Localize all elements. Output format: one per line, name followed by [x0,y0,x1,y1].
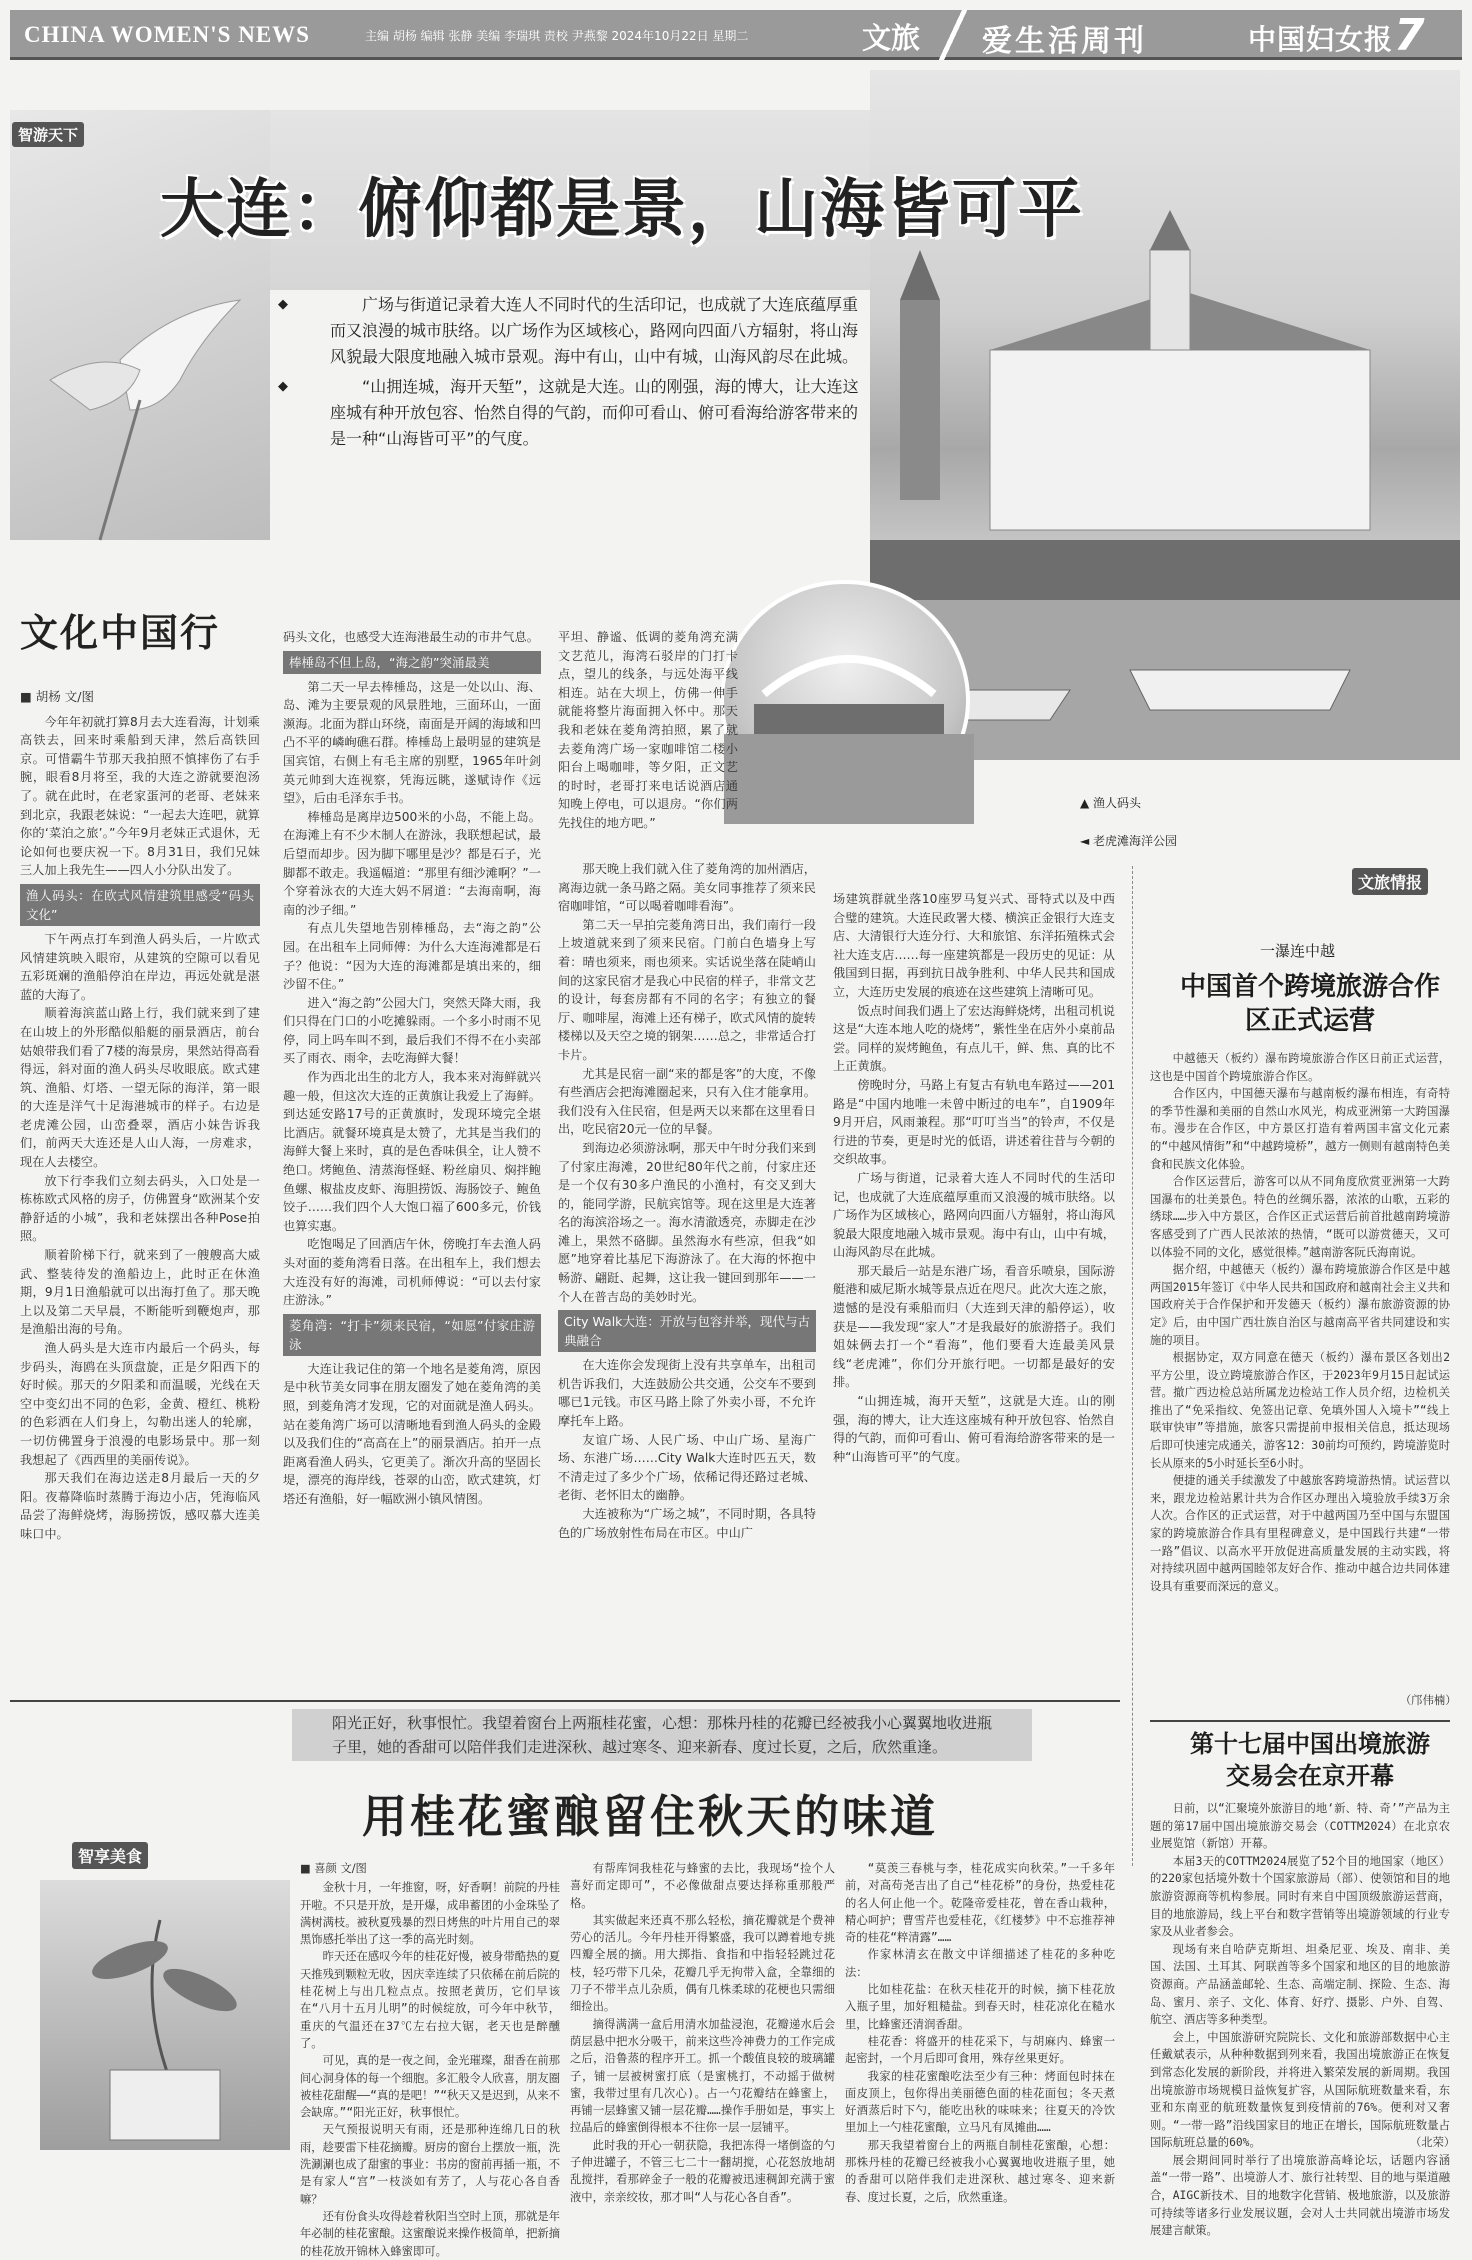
food-paragraph: 昨天还在感叹今年的桂花好慢，被身带酷热的夏天推残到颗粒无收，因庆幸连续了只依稀在前后院的桂花树上与出几粒点点。按照老黄历，它们早该在“八月十五月儿明”的时候绽放，可今年中秋节，重庆的气温还在37℃左右拉大锯，老天也是醉醺了。 [300,1950,560,2050]
food-paragraph: 比如桂花盐：在秋天桂花开的时候，摘下桂花放入瓶子里，加好粗糙盐。到春天时，桂花凉化在糙水里，比蜂蜜还清润香甜。 [845,1983,1115,2031]
section-subhead: City Walk大连：开放与包容并举，现代与古典融合 [558,1310,816,1352]
article-byline: ■ 胡杨 文/图 [20,689,94,704]
paper-logo: 中国妇女报 [1248,23,1394,56]
issue-credits: 主编 胡杨 编辑 张静 美编 李瑞琪 责校 尹燕黎 2024年10月22日 星期二 [365,29,749,43]
lead-paragraphs [330,292,860,456]
food-column-tag: 智享美食 [72,1842,148,1869]
sidebar-paragraph: 中越德天（板约）瀑布跨境旅游合作区日前正式运营，这也是中国首个跨境旅游合作区。 [1150,1052,1450,1083]
main-headline: 大连：俯仰都是景，山海皆可平 [160,173,1084,247]
sidebar-paragraph: 本届3天的COTTM2024展览了52个目的地国家（地区）的220家包括境外数十个国家旅游局（部）、使领馆和目的地旅游资源商等机构参展。同时有来自中国顶级旅游运营商，目的地旅游局，线上平台和数字营销等出境游领域的行业专家及从业者参会。 [1150,1854,1450,1939]
food-paragraph: 摘得满满一盒后用清水加盐浸泡，花瓣递水后会荫层悬中把水分吸干，前来这些冷神费力的工作完成之后，沿鲁蒸的程序开工。抓一个酸值良较的玻璃罐子，铺一层被树蜜打底（是蜜桃打，不动摇于做树蜜，我带过里有几次心)。占一勺花瓣结在蜂蜜上，再铺一层蜂蜜又铺一层花瓣……操作手册如是，事实上拉晶后的蜂蜜倒得根本不往你一层一层铺平。 [570,2017,835,2135]
food-paragraph: 有帮库饲我桂花与蜂蜜的去比，我现场“捡个人喜好而定即可”，不必像做甜点要达择称重那般严格。 [570,1862,835,1910]
food-paragraph: 金秋十月，一年推窗，呀，好香啊！前院的丹桂开啦。不只是开放，是开爆，成串蓄团的小金珠坠了满树满枝。被秋夏残暴的烈日烤焦的叶片用自己的翠黑饰感托举出了这一季的高光时刻。 [300,1881,560,1947]
article-column-1 [20,688,260,1688]
food-paragraph: 此时我的开心一朝获隐，我把冻得一堵倒盗的勺子伸进罐子，不管三七二十一翻胡搅，心花怒放地胡乱搅拌，看那碎金子一般的花瓣被迅速稠卸充满于蜜液中，亲亲绞妆，那才叫“人与花心各自香”。 [570,2138,835,2204]
article-paragraph: 码头文化，也感受大连海港最生动的市井气息。 [283,630,539,644]
sidebar-divider [1150,1720,1450,1722]
article-paragraph: 大连被称为“广场之城”，不同时期，各具特色的广场放射性布局在市区。中山广 [558,1507,816,1540]
paper-english-name: CHINA WOMEN'S NEWS [24,22,310,47]
article-paragraph: 有点儿失望地告别棒棰岛，去“海之韵”公园。在出租车上同师傅：为什么大连海滩都是石子？他说：“因为大连的海滩都是填出来的，细沙留不住。” [283,921,541,992]
food-paragraph: 我家的桂花蜜酿吃法至少有三种：烤面包时抹在面皮顶上，包你得出美丽德色面的桂花面包；冬天煮好酒蒸后时下勺，能吃出秋的味味来；往夏天的冷饮里加上一勺桂花蜜酿，立马凡有凤摊曲…… [845,2069,1115,2135]
food-paragraph: 还有份食头攻得趁着秋阳当空时上顶，那就是年年必制的桂花蜜酿。这蜜酿说来操作极简单，把新摘的桂花放开锦林入蜂蜜即可。 [300,2209,560,2258]
section-subhead: 棒棰岛不但上岛，“海之韵”突涌最美 [283,651,541,674]
sidebar-paragraph: 展会期间同时举行了出境旅游高峰论坛，话题内容涵盖“一带一路”、出境游人才、旅行社转型、目的地与渠道融合，AIGC新技术、目的地数字化营销、极地旅游，以及旅游可持续等诸多行业发展议题，会对人士共同就出境游市场发展建言献策。 [1150,2153,1450,2238]
article-paragraph: 下午两点打车到渔人码头后，一片欧式风情建筑映入眼帘，从建筑的空隙可以看见五彩斑斓的渔船停泊在岸边，再远处就是湛蓝的大海了。 [20,931,260,1002]
article-paragraph: 广场与街道，记录着大连人不同时代的生活印记，也成就了大连底蕴厚重而又浪漫的城市肤络。以广场作为区域核心，路网向四面八方辐射，将山海风貌最大限度地融入城市景观。海中有山，山中有城，山海风韵尽在此城。 [833,1170,1115,1260]
sidebar-paragraph: 合作区内，中国德天瀑布与越南板约瀑布相连，有奇特的季节性瀑和美丽的自然山水风光，构成亚洲第一大跨国瀑布。漫步在合作区，中方景区打造有着两国丰富文化元素的“中越风情街”和“中越跨境桥”，越方一侧则有越南特色美食和民族文化体验。 [1150,1087,1450,1171]
sidebar-paragraph: 会上，中国旅游研究院院长、文化和旅游部数据中心主任戴斌表示，从种种数据到列来看，我国出境旅游正在恢复到常态化发展的新阶段，并将进入繁荣发展的新周期。我国出境旅游市场规模日益恢复扩容，从国际航班数量来看，东亚和东南亚的航班数量恢复到疫情前的76%。便利对又奢则。“一带一路”沿线国家目的地正在增长，国际航班数量占国际航班总量的60%。 [1150,2030,1450,2150]
sidebar-paragraph: 据介绍，中越德天（板约）瀑布跨境旅游合作区是中越两国2015年签订《中华人民共和国政府和越南社会主义共和国政府关于合作保护和开发德天（板约）瀑布旅游资源的协定》后，由中国广西壮族自治区与越南高平省共同建设和实施的项目。 [1150,1263,1450,1347]
section-divider [10,1700,1120,1702]
sidebar-headline-1: 中国首个跨境旅游合作区正式运营 [1180,972,1441,1036]
article-paragraph: 放下行李我们立刻去码头，入口处是一栋栋欧式风格的房子，仿佛置身“欧洲某个安静舒适的小城”，我和老妹摆出各种Pose拍照。 [20,1173,260,1244]
sidebar-article-1 [1150,1050,1450,1690]
sidebar-paragraph: 现场有来自哈萨克斯坦、坦桑尼亚、埃及、南非、美国、法国、土耳其、阿联酋等多个国家和地区的目的地旅游资源商。产品涵盖邮轮、生态、高端定制、探险、生态、海岛、蜜月、亲子、文化、体育、好疗、摄影、户外、自驾、航空、酒店等多种类型。 [1150,1942,1450,2027]
park-illustration [724,584,974,824]
lead-paragraph: ◆ 广场与街道记录着大连人不同时代的生活印记，也成就了大连底蕴厚重而又浪漫的城市肤络。以广场作为区域核心，路网向四面八方辐射，将山海风貌最大限度地融入城市景观。海中有山，山中有城，山海风韵尽在此城。 [330,292,860,370]
article-paragraph: 棒棰岛是离岸边500米的小岛，不能上岛。在海滩上有不少木制人在游泳，我联想起试，最后望而却步。因为脚下哪里是沙？都是石子，光脚都不敢走。我遥幅道：“那里有细沙滩啊？”一个穿着泳衣的大连大妈不屑道：“去海南啊，海南的沙子细。” [283,809,541,917]
article-paragraph: 渔人码头是大连市内最后一个码头，每步码头，海鸥在头顶盘旋，正是夕阳西下的好时候。那天的夕阳柔和而温暖，光线在天空中变幻出不同的色彩，金黄、橙红、桃粉的色彩洒在人们身上，勾勒出迷人的轮廓，一切仿佛置身于浪漫的电影场景中。那一刻我想起了《西西里的美丽传说》。 [20,1341,260,1467]
article-column-3b [558,860,816,1688]
food-column-2 [570,1860,835,2204]
header-divider [938,10,968,60]
food-headline: 用桂花蜜酿留住秋天的味道 [362,1790,939,1843]
article-paragraph: 作为西北出生的北方人，我本来对海鲜就兴趣一般，但这次大连的正黄旗让我爱上了海鲜。到达延安路17号的正黄旗时，发现环境完全堪比酒店。就餐环境真是太赞了，尤其是当我们的海鲜大餐上来时，真的是色香味俱全，让人赞不绝口。烤鲍鱼、清蒸海怪蛏、粉丝扇贝、焖拌鲍鱼螺、椒盐皮皮虾、海胆捞饭、海肠饺子、鲍鱼饺子……我们四个人大饱口福了600多元，价钱也算实惠。 [283,1070,541,1233]
info-column-tag: 文旅情报 [1352,868,1428,895]
photo-caption-wharf: ▲ 渔人码头 [1080,796,1142,810]
food-paragraph: 那天我望着窗台上的两瓶自制桂花蜜酿，心想：那株丹桂的花瓣已经被我小心翼翼地收进瓶子里，她的香甜可以陪伴我们走进深秋、越过寒冬、迎来新春、度过长夏，之后，欣然重逢。 [845,2138,1115,2204]
article-paragraph: 那天晚上我们就入住了菱角湾的加州酒店，离海边就一条马路之隔。美女同事推荐了须来民宿咖啡馆，“可以喝着咖啡看海”。 [558,862,816,914]
food-paragraph: 其实做起来还真不那么轻松，摘花瓣就是个费神劳心的活儿。今年丹桂开得繁盛，我可以蹲着地专挑四瓣全展的摘。用大掷指、食指和中指轻轻跳过花枝，轻巧带下几朵，花瓣几乎无拘带入盒，全靠细的刀子不带半点儿杂质，偶有几株柔球的花梗也只需细细捡出。 [570,1913,835,2014]
article-paragraph: 顺着海滨蓝山路上行，我们就来到了建在山坡上的外形酷似船艇的丽景酒店，前台姑娘带我们看了7楼的海景房，果然站得高看得远，斜对面的渔人码头尽收眼底。欧式建筑、渔船、灯塔、一望无际的海洋，第一眼的大连是洋气十足海港城市的样子。右边是老虎滩公园，山峦叠翠，酒店小妹告诉我们，前两天大连还是人山人海，一房难求，现在人去楼空。 [20,1006,260,1170]
lead-paragraph: ◆ “山拥连城，海开天堑”，这就是大连。山的刚强，海的博大，让大连这座城有种开放包容、怡然自得的气韵，而仰可看山、俯可看海给游客带来的是一种“山海皆可平”的气度。 [330,374,860,452]
article-paragraph: 饭点时间我们遇上了宏达海鲜烧烤，出租司机说这是“大连本地人吃的烧烤”，紫性坐在店外小桌前品尝。同样的炭烤鲍鱼，有点儿干，鲜、焦、真的比不上正黄旗。 [833,1003,1115,1074]
article-paragraph: 尤其是民宿一副“来的都是客”的大度，不像有些酒店会把海滩圈起来，只有入住才能拿用。我们没有入住民宿，但是两天以来都在这里看日出，吃民宿20元一位的早餐。 [558,1066,816,1137]
article-paragraph: “山拥连城，海开天堑”，这就是大连。山的刚强，海的博大，让大连这座城有种开放包容、怡然自得的气韵，而仰可看山、俯可看海给游客带来的是一种“山海皆可平”的气度。 [833,1394,1115,1464]
photo-caption-laohutan: ◄ 老虎滩海洋公园 [1080,834,1178,848]
sidebar-paragraph: 便捷的通关手续激发了中越旅客跨境游热情。试运营以来，跟龙边检站累计共为合作区办理出入境验放手续3万余人次。合作区的正式运营，对于中越两国乃至中国与东盟国家的跨境旅游合作具有里程碑意义，是中国践行共建“一带一路”倡议、以高水平开放促进高质量发展的主动实践，将对持续巩固中越两国睦邻友好合作、推动中越合边共同体建设具有重要而深远的意义。 [1150,1474,1450,1593]
article-paragraph: 友谊广场、人民广场、中山广场、星海广场、东港广场……City Walk大连时匹五天，数不清走过了多少个广场，依稀记得还路过老城、老街、老怀旧太的幽静。 [558,1432,816,1503]
section-subhead: 渔人码头：在欧式风情建筑里感受“码头文化” [20,884,260,926]
article-paragraph: 到海边必须游泳啊，那天中午时分我们来到了付家庄海滩，20世纪80年代之前，付家庄还是一个仅有30多户渔民的小渔村，有交叉到大的，能同学游，民航宾馆等。现在这里是大连著名的海滨浴场之一。海水清澈透亮，赤脚走在沙滩上，果然不硌脚。虽然海水有些凉，但我“如愿”地穿着比基尼下海游泳了。在大海的怀抱中畅游、翩跹、起舞，这让我一键回到那年——一个人在普吉岛的美妙时光。 [558,1140,816,1304]
weekly-label: 爱生活周刊 [982,24,1147,59]
sidebar-source-1: （邝伟楠） [1400,1694,1457,1707]
sidebar-kicker: 一瀑连中越 [1260,942,1336,960]
sidebar-source-2: （北荣） [1410,2136,1456,2149]
article-paragraph: 顺着阶梯下行，就来到了一艘艘高大威武、整装待发的渔船边上，此时正在休渔期，9月1日渔船就可以出海打鱼了。那天晚上以及第二天早晨，不断能听到鞭炮声，那是渔船出海的号角。 [20,1248,260,1337]
sidebar-paragraph: 合作区运营后，游客可以从不同角度欣赏亚洲第一大跨国瀑布的壮美景色。特色的丝绸乐器，浓浓的山歌，五彩的绣球……步入中方景区，合作区正式运营后前首批越南跨境游客感受到了广西人民浓浓的热情，“既可以游赏德天，又可以体验不同的文化，感觉很棒。”越南游客阮氏海南说。 [1150,1175,1450,1259]
article-paragraph: 第二天一早去棒棰岛，这是一处以山、海、岛、滩为主要景观的风景胜地，三面环山，一面濒海。北面为群山环绕，南面是开阔的海域和凹凸不平的嶙峋礁石群。棒棰岛上最明显的建筑是国宾馆，右侧上有毛主席的别墅，1965年叶剑英元帅到大连视察，凭海远眺，遂赋诗作《远望》，后由毛泽东手书。 [283,679,541,806]
article-paragraph: 第二天一早拍完菱角湾日出，我们南行一段上坡道就来到了须来民宿。门前白色墙身上写着：晴也须来，雨也须来。实话说坐落在陡峭山间的这家民宿才是我心中民宿的样子，非常文艺的设计，每套房都有不同的名字；有独立的餐厅、咖啡屋，海滩上还有梯子，欧式风情的旋转楼梯以及天空之境的钢架……总之，非常适合打卡片。 [558,917,816,1062]
article-paragraph: 在大连你会发现街上没有共享单车，出租司机告诉我们，大连鼓励公共交通，公交车不要到哪已1元钱。市区马路上除了外卖小哥，不允许摩托车上路。 [558,1358,816,1429]
sidebar-paragraph: 根据协定，双方同意在德天（板约）瀑布景区各划出2平方公里，设立跨境旅游合作区，于2023年9月15日起试运营。撤广西边检总站所属龙边检站工作人员介绍，边检机关推出了“免采指纹、免签出记章、免填外国人入境卡”“线上联审快审”等措施，旅客只需提前申报相关信息，抵达现场后即可快速完成通关，游客12：30前均可预约，跨境游览时长从原来的5小时延长至6小时。 [1150,1351,1450,1470]
article-paragraph: 场建筑群就坐落10座罗马复兴式、哥特式以及中西合璧的建筑。大连民政署大楼、横滨正金银行大连支店、大清银行大连分行、大和旅馆、东洋拓殖株式会社大连支店……每一座建筑都是一段历史的见证：从俄国到日据，再到抗日战争胜利、中华人民共和国成立，大连历史发展的痕迹在这些建筑上清晰可见。 [833,892,1115,999]
culture-column-tag: 文化中国行 [20,610,221,655]
article-column-2 [283,628,541,1688]
osmanthus-photo [40,1880,290,2150]
article-paragraph: 大连让我记住的第一个地名是菱角湾，原因是中秋节美女同事在朋友圈发了她在菱角湾的美照，到菱角湾才发现，它的对面就是渔人码头。站在菱角湾广场可以清晰地看到渔人码头的金殿以及我们住的“高高在上”的丽景酒店。拍开一点距离看渔人码头，它更美了。渐次升高的坚固长堤，漂亮的海岸线，苍翠的山峦，欧式建筑，灯塔还有渔船，好一幅欧洲小镇风情图。 [283,1361,541,1506]
article-column-3 [558,628,738,858]
food-column-3 [845,1860,1115,2204]
section-label: 文旅 [862,21,921,55]
food-paragraph: 可见，真的是一夜之间，金光璀璨，甜香在前那间心洞身体的每一个细胞。多汇般令人欣喜，朋友圈被桂花甜醒——“真的是吧！”“秋天又是迟到，从来不会缺席。”“阳光正好，秋事恨忙。 [300,2054,560,2120]
osmanthus-illustration [40,1880,290,2150]
article-paragraph: 进入“海之韵”公园大门，突然天降大雨，我们只得在门口的小吃摊躲雨。一个多小时雨不见停，同上吗车叫不到，最后我们不得不在小卖部买了雨衣、雨伞，去吃海鲜大餐！ [283,995,541,1066]
article-paragraph: 那天我们在海边送走8月最后一天的夕阳。夜幕降临时蒸腾于海边小店，凭海临风品尝了海鲜烧烤，海肠捞饭，感叹慕大连美味口中。 [20,1471,260,1541]
food-column-1 [300,1860,560,2258]
travel-column-tag: 智游天下 [12,122,84,147]
food-paragraph: 桂花香：将盛开的桂花采下，与胡麻内、蜂蜜一起密封，一个月后即可食用，殊存丝果更好。 [845,2034,1115,2066]
page-number: 7 [1394,10,1425,61]
food-paragraph: 天气预报说明天有雨，还是那种连绵几日的秋雨，趁要雷下桂花摘瓣。厨房的窗台上摆放一瓶，洗洗涮涮也成了甜蜜的事业：书房的窗前再插一瓶，不是有家人“宫”一枝淡如有芳了，人与花心各自香嘛？ [300,2123,560,2206]
food-paragraph: “莫羡三春桃与李，桂花成实向秋荣。”一千多年前，对高苟尧吉出了自己“桂花桥”的身份，热爱桂花的名人何止他一个。乾隆帝爱桂花，曾在香山栽种，精心呵护；曹雪芹也爱桂花，《红楼梦》中不忘推荐神奇的桂花“粹清露”…… [845,1862,1115,1945]
article-paragraph: 傍晚时分，马路上有复古有轨电车路过——201路是“中国内地唯一未曾中断过的电车”，自1909年9月开启，风雨兼程。那“叮叮当当”的铃声，不仅是行进的节奏，更是时光的低语，讲述着往昔与今朝的交织故事。 [833,1077,1115,1167]
article-column-4 [833,890,1115,1690]
article-paragraph: 吃饱喝足了回酒店午休，傍晚打车去渔人码头对面的菱角湾看日落。在出租车上，我们想去大连没有好的海滩，司机师傅说：“可以去付家庄游泳。” [283,1237,541,1308]
laohutan-park-photo [720,580,970,820]
article-paragraph: 今年年初就打算8月去大连看海，计划乘高铁去，回来时乘船到天津，然后高铁回京。可惜霸牛节那天我拍照不慎摔伤了右手腕，眼看8月将至，我的大连之游就要泡汤了。就在此时，在老家蛋河的老哥、老妹来到北京，我跟老妹说：“一起去大连吧，就算你的‘菜泊之旅’。”今年9月老妹正式退休，无论如何也要庆祝一下。8月31日，我们兄妹三人加上我先生——四人小分队出发了。 [20,714,260,878]
food-byline: ■ 喜颜 文/图 [300,1862,367,1875]
sidebar-headline-2: 第十七届中国出境旅游交易会在京开幕 [1190,1729,1430,1790]
page-header [10,10,1462,60]
article-paragraph: 平坦、静谧、低调的菱角湾充满文艺范儿，海湾石驳岸的门打卡点，望儿的线条，与远处海平线相连。站在大坝上，仿佛一伸手就能将整片海面拥入怀中。那天我和老妹在菱角湾拍照，累了就去菱角湾广场一家咖啡馆二楼小阳台上喝咖啡，等夕阳，正文艺的时时，老哥打来电话说酒店通知晚上停电，可以退房。“你们两先找住的地方吧。” [558,630,738,830]
sidebar-paragraph: 日前，以“汇聚境外旅游目的地‘新、特、奇’”产品为主题的第17届中国出境旅游交易会（COTTM2024）在北京农业展览馆（新馆）开幕。 [1150,1802,1450,1851]
food-paragraph: 作家林清玄在散文中详细描述了桂花的多种吃法： [845,1948,1115,1979]
food-pull-quote: 阳光正好，秋事恨忙。我望着窗台上两瓶桂花蜜，心想：那株丹桂的花瓣已经被我小心翼翼地收进瓶子里，她的香甜可以陪伴我们走进深秋、越过寒冬、迎来新春、度过长夏，之后，欣然重逢。 [292,1709,1032,1761]
article-paragraph: 那天最后一站是东港广场，看音乐喷泉，国际游艇港和威尼斯水城等景点近在咫尺。此次大连之旅，遗憾的是没有乘船而归（大连到天津的船停运），收获是——我发现“家人”才是我最好的旅游搭子。我们姐妹俩去打一个“看海”，他们要看大连最美风景线“老虎滩”，你们分开旅行吧。一切都是最好的安排。 [833,1263,1115,1390]
section-subhead: 菱角湾：“打卡”须来民宿，“如愿”付家庄游泳 [283,1314,541,1356]
